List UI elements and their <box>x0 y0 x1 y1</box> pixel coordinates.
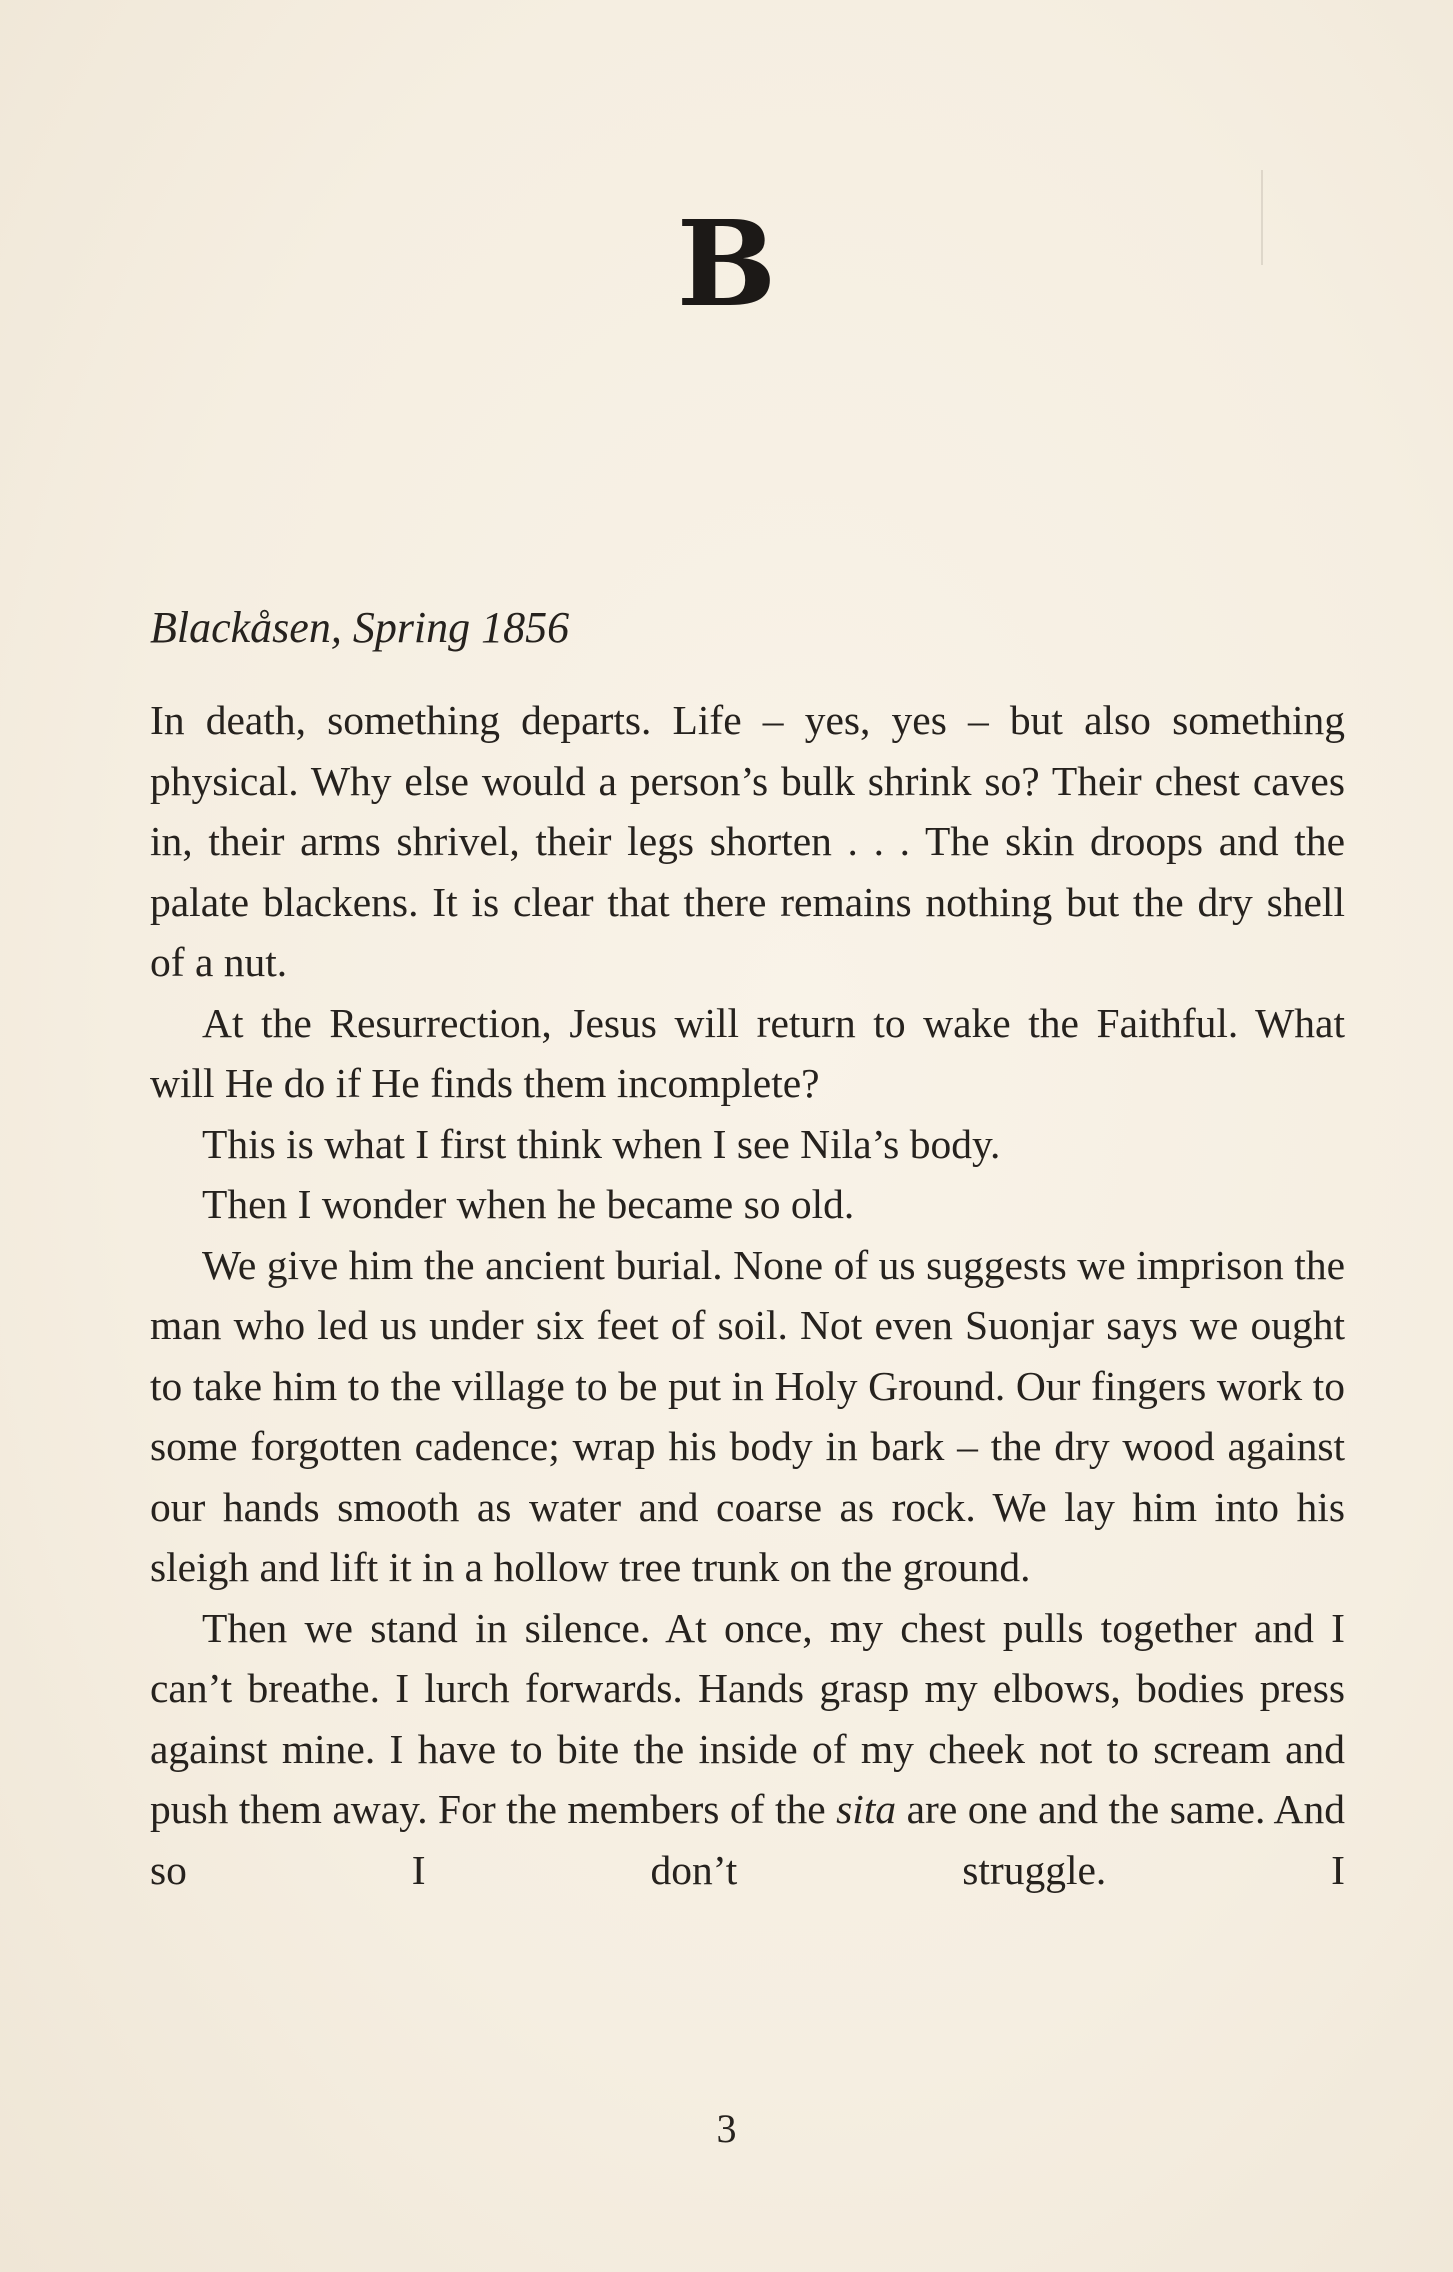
paragraph: In death, something departs. Life – yes, yes – but also something physical. Why else would a person’s bulk shrink so? Their chest caves in, their arms shrivel, their legs shorten . . . The skin droops and the palate blackens. It is clear that there remains nothing but the dry shell of a nut. <box>150 697 1345 985</box>
page-number: 3 <box>716 2106 737 2151</box>
paragraph: Then I wonder when he became so old. <box>202 1181 855 1227</box>
body-text <box>150 690 1345 1900</box>
section-heading: Blackåsen, Spring 1856 <box>150 603 570 652</box>
chapter-letter: B <box>676 194 777 333</box>
emphasized-word: sita <box>836 1786 897 1832</box>
paragraph: At the Resurrection, Jesus will return to wake the Faithful. What will He do if He finds them incomplete? <box>150 999 1345 1106</box>
paragraph: This is what I first think when I see Nila’s body. <box>202 1120 1001 1167</box>
paragraph-text: Then we stand in silence. At once, my chest pulls together and I can’t breathe. I lurch forwards. Hands grasp my elbows, bodies press against mine. I have to bite the inside of my cheek not to scream and push them away. For the members of the <box>150 1604 1345 1832</box>
paragraph: We give him the ancient burial. None of us suggests we imprison the man who led us under six feet of soil. Not even Suonjar says we ought to take him to the village to be put in Holy Ground. Our fingers work to some forgotten cadence; wrap his body in bark – the dry wood against our hands smooth as water and coarse as rock. We lay him into his sleigh and lift it in a hollow tree trunk on the ground. <box>150 1241 1345 1590</box>
paragraph <box>150 1598 1345 1901</box>
paragraph-text: are one and the same. And so I don’t struggle. I <box>150 1786 1345 1893</box>
